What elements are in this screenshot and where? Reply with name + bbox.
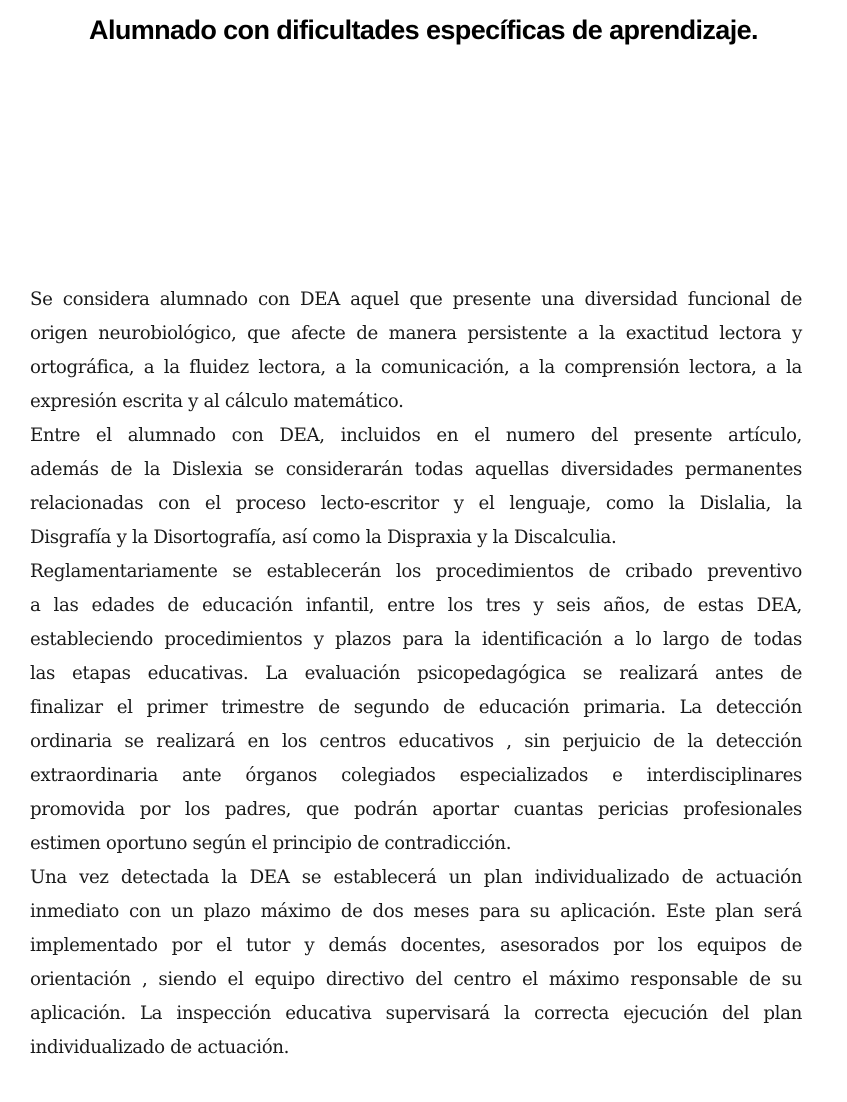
document-title: Alumnado con dificultades específicas de aprendizaje.: [89, 15, 758, 45]
text-line: aplicación. La inspección educativa supervisará la correcta ejecución del plan: [30, 1003, 802, 1024]
text-line: Reglamentariamente se establecerán los procedimientos de cribado preventivo: [30, 561, 802, 582]
text-line: Entre el alumnado con DEA, incluidos en el numero del presente artículo,: [30, 425, 802, 446]
text-line: inmediato con un plazo máximo de dos meses para su aplicación. Este plan será: [30, 901, 802, 922]
document-body: [30, 283, 802, 1065]
text-line: implementado por el tutor y demás docentes, asesorados por los equipos de: [30, 935, 802, 956]
paragraph-screening-procedures: [30, 555, 802, 861]
text-line: Una vez detectada la DEA se establecerá un plan individualizado de actuación: [30, 867, 802, 888]
text-line: a las edades de educación infantil, entre los tres y seis años, de estas DEA,: [30, 595, 802, 616]
text-line: expresión escrita y al cálculo matemático.: [30, 391, 404, 412]
text-line: promovida por los padres, que podrán aportar cuantas pericias profesionales: [30, 799, 802, 820]
text-line: extraordinaria ante órganos colegiados especializados e interdisciplinares: [30, 765, 802, 786]
text-line: ortográfica, a la fluidez lectora, a la comunicación, a la comprensión lectora, a la: [30, 357, 802, 378]
text-line: orientación , siendo el equipo directivo del centro el máximo responsable de su: [30, 969, 802, 990]
text-line: finalizar el primer trimestre de segundo de educación primaria. La detección: [30, 697, 802, 718]
text-line: ordinaria se realizará en los centros educativos , sin perjuicio de la detección: [30, 731, 802, 752]
paragraph-dea-types: [30, 419, 802, 555]
text-line: origen neurobiológico, que afecte de manera persistente a la exactitud lectora y: [30, 323, 802, 344]
text-line: Disgrafía y la Disortografía, así como la Dispraxia y la Discalculia.: [30, 527, 617, 548]
text-line: las etapas educativas. La evaluación psicopedagógica se realizará antes de: [30, 663, 802, 684]
paragraph-dea-definition: [30, 283, 802, 419]
text-line: además de la Dislexia se considerarán todas aquellas diversidades permanentes: [30, 459, 802, 480]
text-line: Se considera alumnado con DEA aquel que presente una diversidad funcional de: [30, 289, 802, 310]
text-line: estimen oportuno según el principio de contradicción.: [30, 833, 512, 854]
text-line: relacionadas con el proceso lecto-escritor y el lenguaje, como la Dislalia, la: [30, 493, 802, 514]
text-line: estableciendo procedimientos y plazos para la identificación a lo largo de todas: [30, 629, 802, 650]
text-line: individualizado de actuación.: [30, 1037, 290, 1058]
paragraph-action-plan: [30, 861, 802, 1065]
